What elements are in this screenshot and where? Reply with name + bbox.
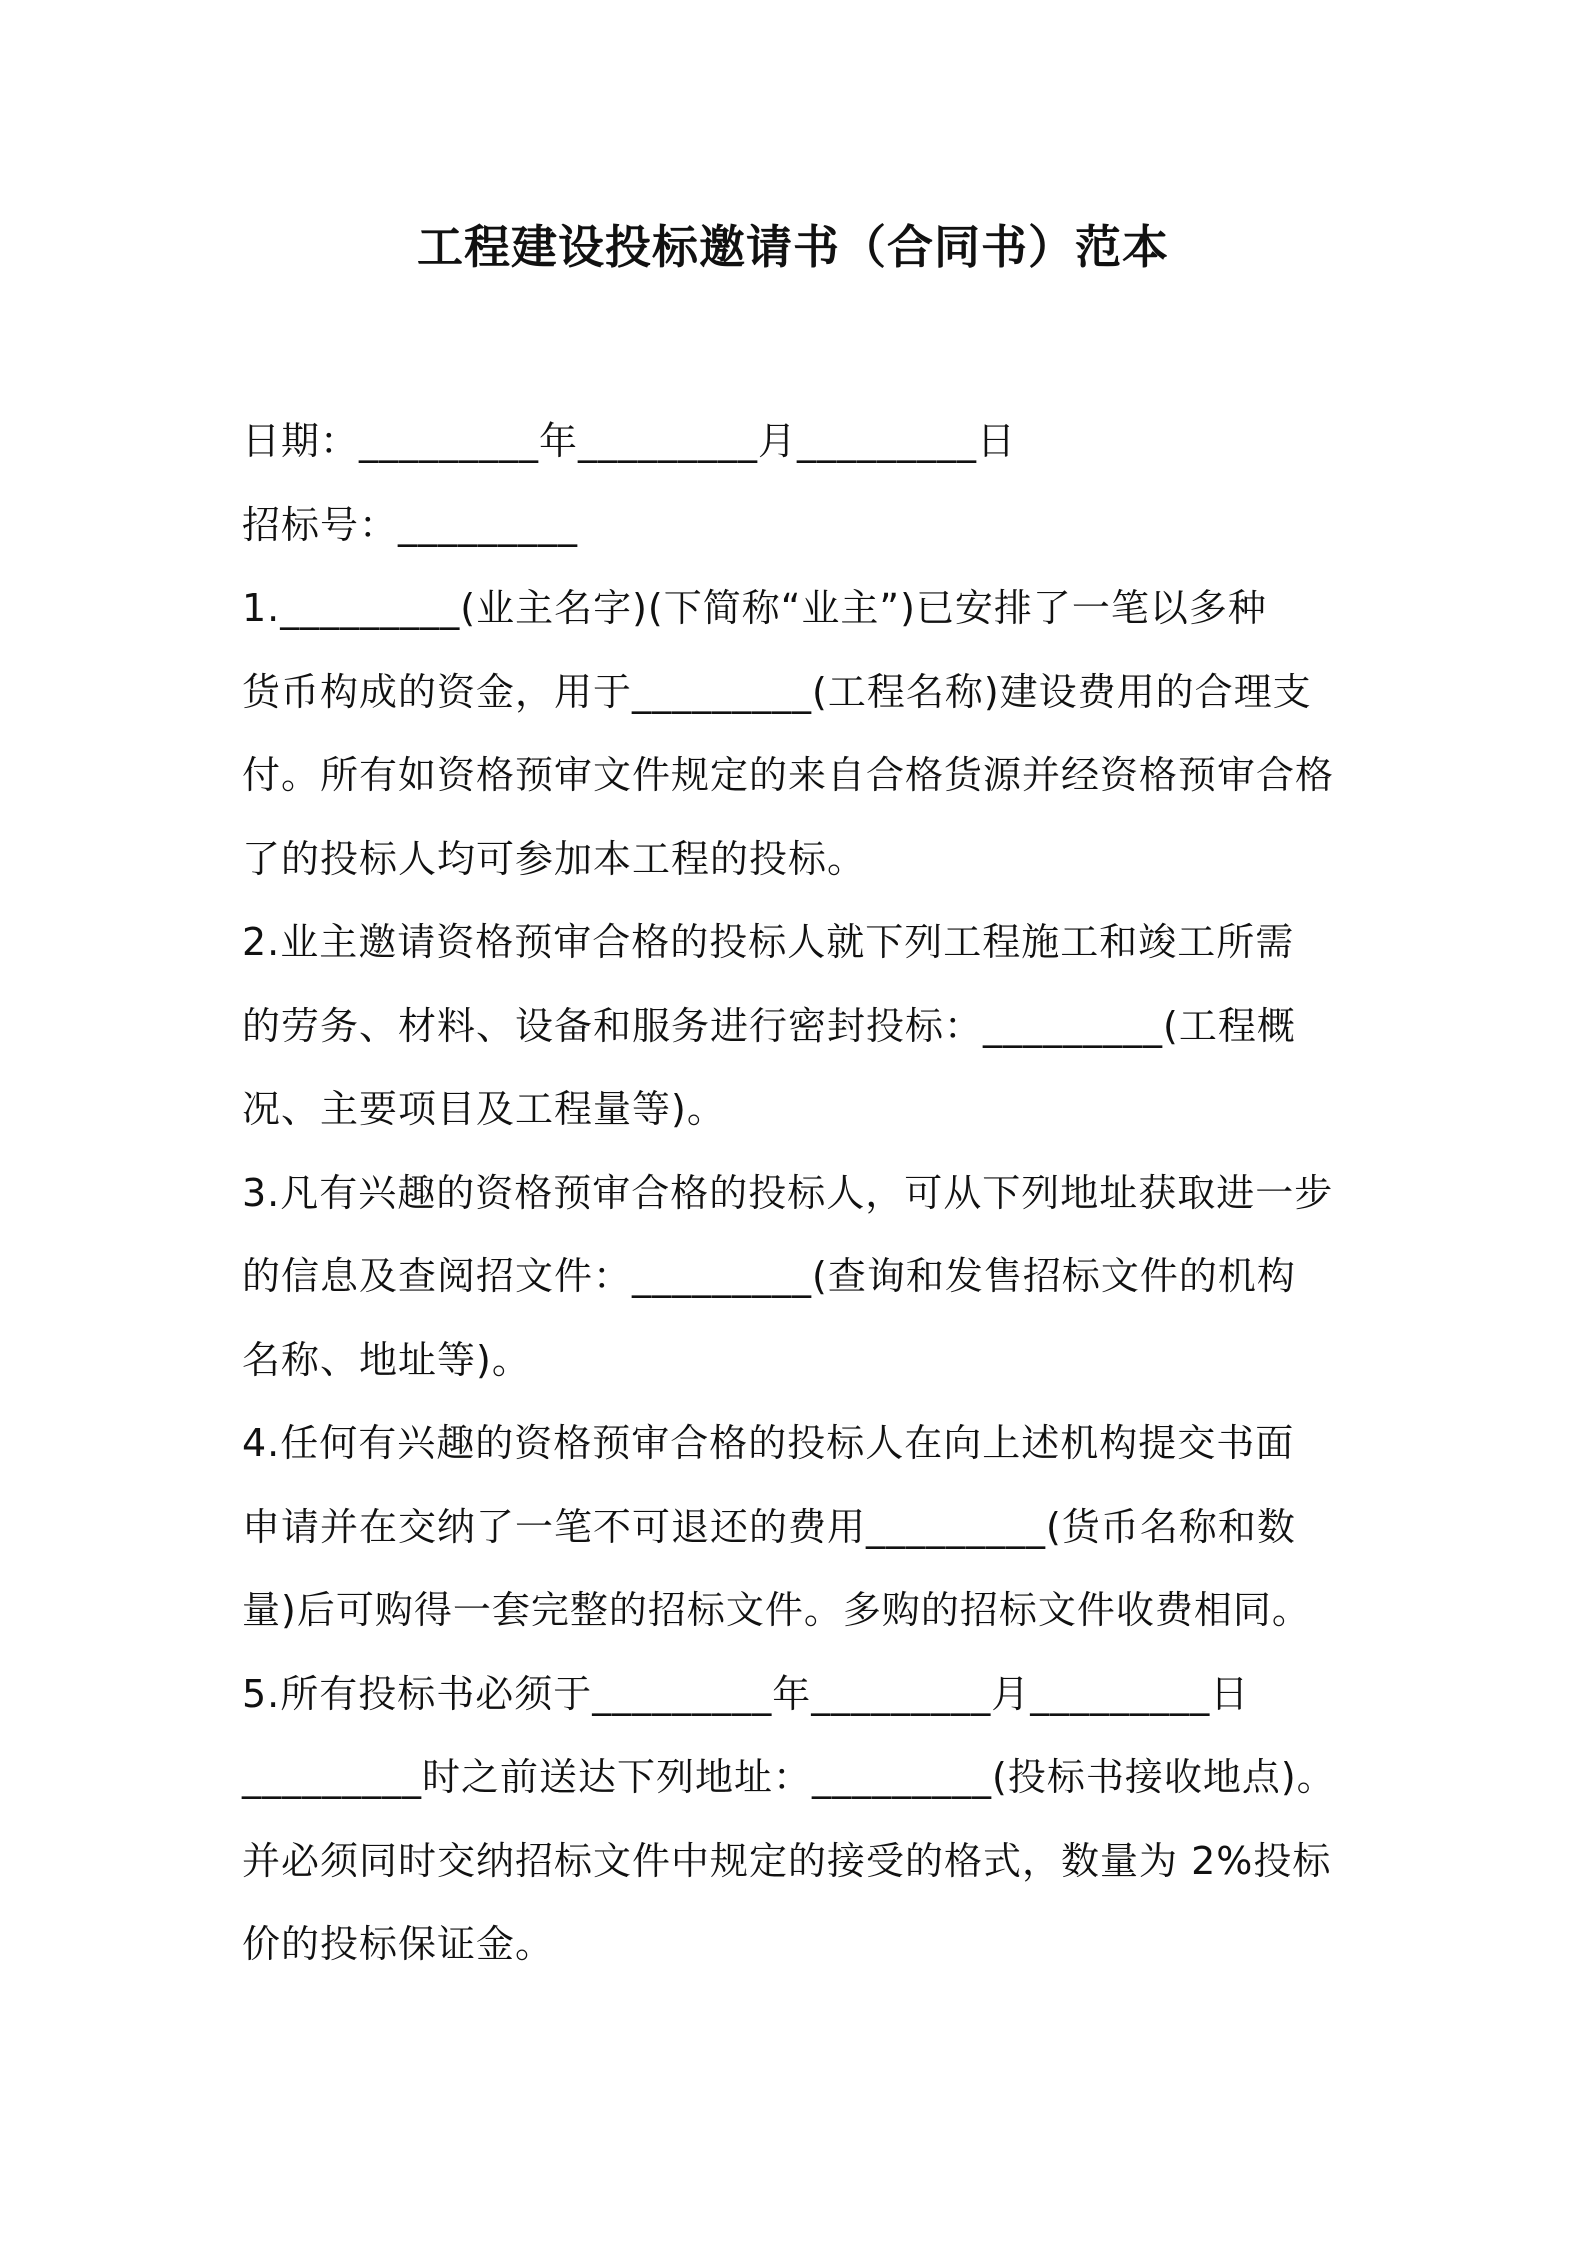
text-line: 量)后可购得一套完整的招标文件。多购的招标文件收费相同。 (242, 1588, 1311, 1632)
text-line: 4.任何有兴趣的资格预审合格的投标人在向上述机构提交书面 (242, 1421, 1295, 1465)
text-line: 的信息及查阅招文件：_________(查询和发售招标文件的机构 (242, 1254, 1296, 1298)
text-line: 招标号：_________ (242, 502, 579, 547)
text-line: 申请并在交纳了一笔不可退还的费用_________(货币名称和数 (242, 1504, 1296, 1549)
paragraph-date (242, 400, 1362, 484)
paragraph-clause-2 (242, 901, 1362, 1152)
paragraph-clause-1 (242, 567, 1362, 901)
text-line: 3.凡有兴趣的资格预审合格的投标人，可从下列地址获取进一步 (242, 1170, 1334, 1215)
paragraph-clause-3 (242, 1152, 1362, 1403)
paragraph-clause-4 (242, 1402, 1362, 1653)
text-line: 名称、地址等)。 (242, 1337, 531, 1382)
text-line: 2.业主邀请资格预审合格的投标人就下列工程施工和竣工所需 (242, 920, 1295, 964)
paragraph-clause-5 (242, 1653, 1362, 1987)
text-line: 况、主要项目及工程量等)。 (242, 1087, 726, 1131)
text-line: 了的投标人均可参加本工程的投标。 (242, 836, 867, 881)
text-line: 付。所有如资格预审文件规定的来自合格货源并经资格预审合格 (242, 753, 1335, 797)
text-line: 货币构成的资金，用于_________(工程名称)建设费用的合理支 (242, 669, 1312, 714)
text-line: 的劳务、材料、设备和服务进行密封投标：_________(工程概 (242, 1003, 1296, 1048)
text-line: 5.所有投标书必须于_________年_________月_________日 (242, 1671, 1250, 1716)
document-title: 工程建设投标邀请书（合同书）范本 (417, 220, 1169, 274)
document-body (242, 400, 1362, 1987)
text-line: 并必须同时交纳招标文件中规定的接受的格式，数量为 2%投标 (242, 1838, 1332, 1883)
paragraph-tender-number (242, 484, 1362, 568)
text-line: 1._________(业主名字)(下简称“业主”)已安排了一笔以多种 (242, 586, 1267, 630)
text-line: _________时之前送达下列地址：_________(投标书接收地点)。 (242, 1755, 1336, 1799)
text-line: 日期：_________年_________月_________日 (242, 419, 1017, 463)
text-line: 价的投标保证金。 (242, 1922, 555, 1966)
